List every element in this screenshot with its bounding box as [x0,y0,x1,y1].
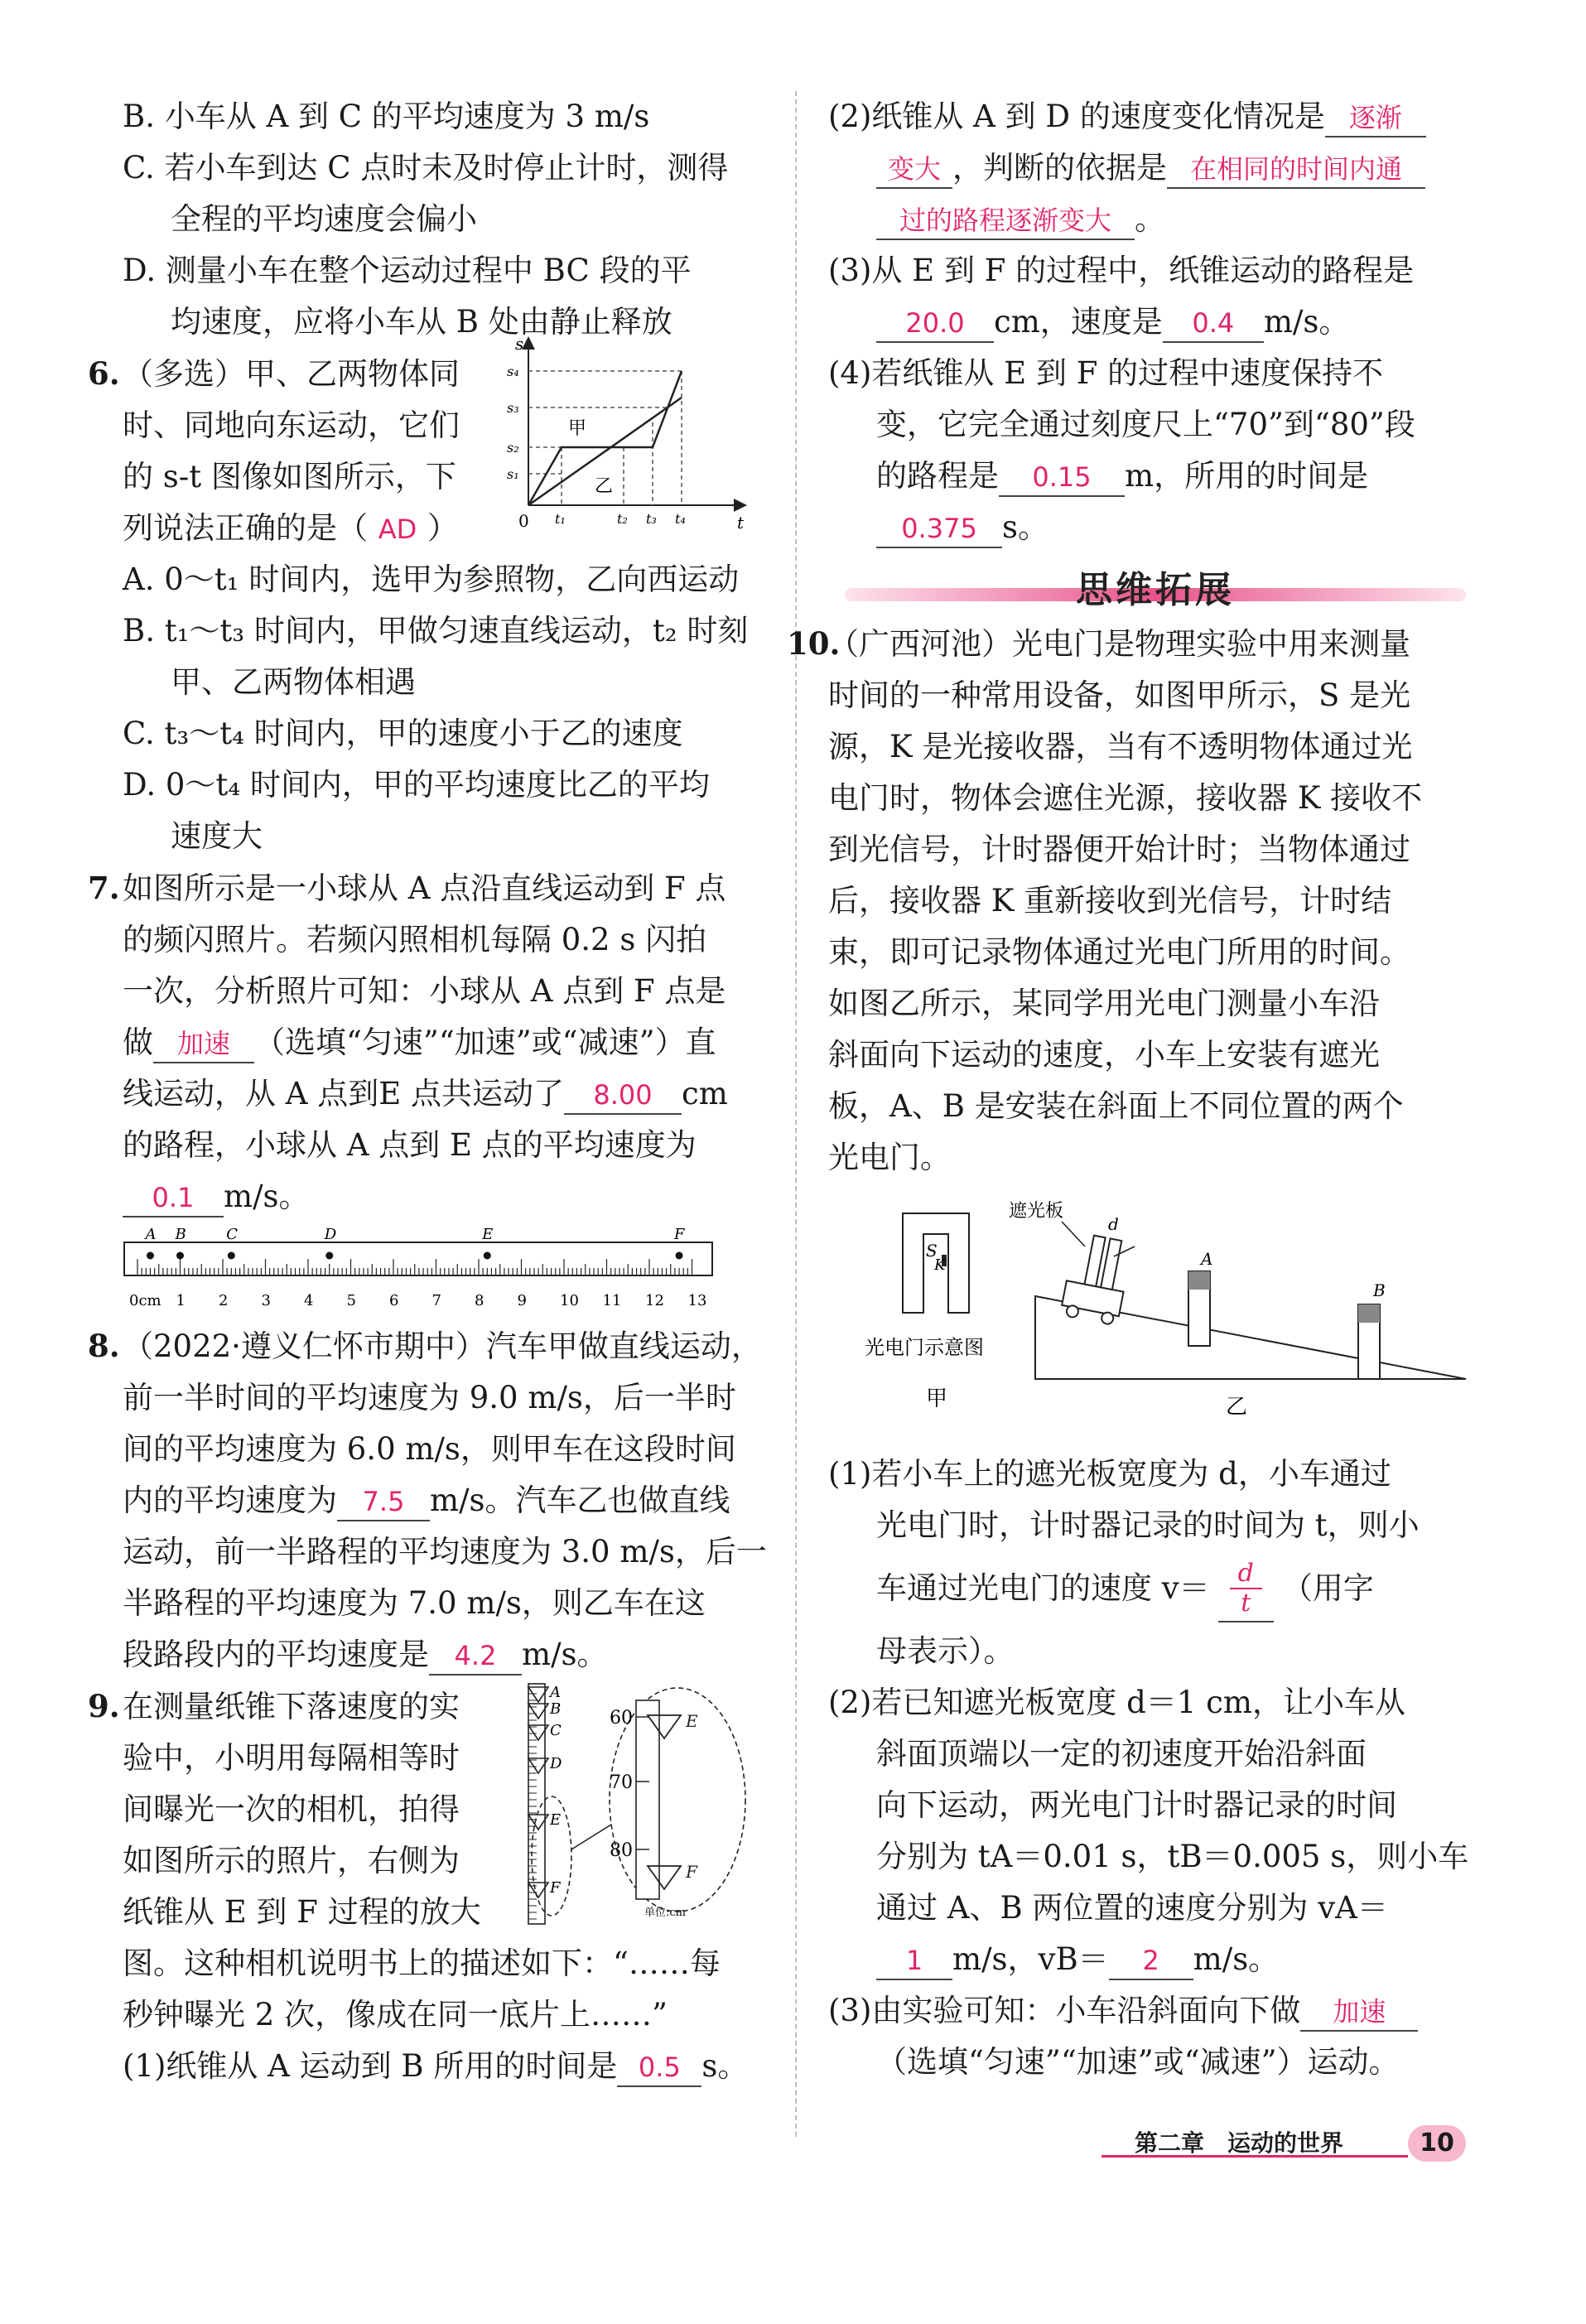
q9-sub2: (2)纸锥从 A 到 D 的速度变化情况是 [828,99,1325,134]
question-number: 9. [88,1688,120,1724]
q7-text-1: 如图所示是一小球从 A 点沿直线运动到 F 点 [123,870,726,906]
left-column [88,91,767,2092]
cone-point-label: F [550,1879,561,1897]
q5-option-d: D. 测量小车在整个运动过程中 BC 段的平 [123,253,692,288]
scale-label: 80 [610,1840,633,1861]
q8-text-6: 半路程的平均速度为 7.0 m/s，则乙车在这 [123,1585,706,1621]
cone-point-label: C [550,1722,562,1739]
tick-t4: t₄ [675,511,686,527]
q10-answer-2: 2 [1109,1942,1193,1980]
q9-sub4b: 变，它完全通过刻度尺上“70”到“80”段 [876,407,1415,442]
tick-s2: s₂ [507,440,519,456]
q9-answer-5: 0.4 [1163,305,1264,343]
q6-option-b: B. t₁～t₃ 时间内，甲做匀速直线运动，t₂ 时刻 [123,613,749,649]
q10-text-3: 源，K 是光接收器，当有不透明物体通过光 [828,729,1413,764]
scale-label: 70 [610,1772,633,1793]
page-number: 10 [1408,2125,1466,2162]
source-S: S [926,1241,938,1261]
q5-option-d-cont: 均速度，应将小车从 B 处由静止释放 [171,304,672,340]
q10-answer-1: 1 [876,1942,952,1980]
fig-yi-label: 乙 [1226,1395,1248,1420]
q9-sub2-basis: ，判断的依据是 [952,150,1167,186]
q9-answer-6: 0.15 [999,459,1125,497]
question-7 [88,862,760,1317]
q9-text-5: 纸锥从 E 到 F 过程的放大 [123,1894,481,1930]
question-9 [88,1680,760,2092]
cone-point-label: E [550,1811,562,1829]
yi-label: 乙 [595,476,614,497]
q9-sub2-end: 。 [1135,201,1165,237]
q8-text-7b: m/s。 [522,1637,608,1672]
q10-sub2g: m/s。 [1193,1941,1280,1977]
q10-sub2: (2)若已知遮光板宽度 d＝1 cm，让小车从 [828,1685,1405,1720]
q9-answer-1: 0.5 [617,2049,701,2087]
q9-answer-2a: 逐渐 [1325,99,1426,137]
q6-option-a: A. 0～t₁ 时间内，选甲为参照物，乙向西运动 [123,562,740,597]
q8-text-7: 段路段内的平均速度是 [123,1637,429,1672]
tick-s3: s₃ [507,400,519,416]
cone-point-label: B [550,1700,562,1718]
width-d: d [1108,1214,1119,1234]
page-footer [1102,2125,1466,2165]
q9-text-2: 验中，小明用每隔相等时 [123,1740,460,1776]
q10-answer-3: 加速 [1300,1994,1418,2032]
q8-text-1: （2022·遵义仁怀市期中）汽车甲做直线运动， [123,1328,762,1364]
fraction-numerator: d [1230,1560,1262,1589]
ball-position [228,1252,235,1260]
q9-sub3b: cm，速度是 [994,304,1163,340]
q6-option-b-cont: 甲、乙两物体相遇 [171,664,416,700]
ball-position [176,1252,184,1260]
fraction-denominator: t [1241,1588,1251,1618]
question-number: 8. [88,1328,120,1364]
ruler-label: 11 [602,1292,622,1309]
column-divider [795,91,797,2137]
ball-point-label: E [482,1226,494,1243]
ball-position [484,1252,491,1260]
ruler-label: 13 [687,1292,707,1309]
q10-sub1c: 车通过光电门的速度 v＝ [876,1570,1210,1606]
q7-text-6: 的路程，小球从 A 点到 E 点的平均速度为 [123,1127,697,1163]
q9-text-7: 秒钟曝光 2 次，像成在同一底片上……” [123,1997,668,2032]
ball-position [325,1252,333,1260]
q9-sub4d: m，所用的时间是 [1125,458,1369,494]
chapter-title: 第二章 运动的世界 [1135,2129,1344,2157]
shield-label: 遮光板 [1009,1201,1064,1222]
q7-text-4b: （选填“匀速”“加速”或“减速”）直 [254,1025,716,1060]
tick-s4: s₄ [507,364,519,379]
q10-sub2c: 向下运动，两光电门计时器记录的时间 [876,1787,1397,1823]
q8-text-4b: m/s。汽车乙也做直线 [430,1483,730,1518]
tick-s1: s₁ [507,466,519,482]
y-axis-label: s [515,334,524,354]
ruler-label: 0cm [129,1292,161,1309]
q10-text-5: 到光信号，计时器便开始计时；当物体通过 [828,832,1410,867]
q9-sub3c: m/s。 [1263,304,1350,340]
ruler-label: 6 [389,1292,399,1309]
q10-text-1: （广西河池）光电门是物理实验中用来测量 [828,626,1410,662]
ball-point-label: A [145,1226,157,1243]
q10-sub2f: m/s，vB＝ [952,1941,1109,1977]
st-graph [507,331,752,533]
question-number: 7. [88,870,120,906]
origin-label: 0 [518,511,529,531]
tick-t2: t₂ [617,511,628,527]
q8-answer-2: 4.2 [429,1637,522,1675]
q9-text-4: 如图所示的照片，右侧为 [123,1843,460,1878]
zoom-point-label: E [686,1711,698,1731]
question-6 [88,334,760,862]
ruler-label: 1 [176,1292,186,1309]
q10-sub1b: 光电门时，计时器记录的时间为 t，则小 [876,1507,1420,1543]
jia-label: 甲 [568,418,587,439]
q9-sub3: (3)从 E 到 F 的过程中，纸锥运动的路程是 [828,253,1415,288]
ruler-label: 9 [517,1292,527,1309]
q6-answer: AD [378,513,417,545]
q9-sub4e: s。 [1002,509,1048,545]
q10-sub1d: （用字 [1281,1570,1374,1606]
q9-text-3: 间曝光一次的相机，拍得 [123,1791,460,1827]
q10-sub3: (3)由实验可知：小车沿斜面向下做 [828,1993,1301,2028]
ball-position [147,1252,154,1260]
q9-answer-2b: 变大 [876,151,952,189]
q9-text-1: 在测量纸锥下落速度的实 [123,1689,460,1724]
q8-text-2: 前一半时间的平均速度为 9.0 m/s，后一半时 [123,1380,736,1415]
q6-paren-close: ） [427,510,458,546]
q6-text-4: 列说法正确的是（ [123,510,368,546]
q8-text-3: 间的平均速度为 6.0 m/s，则甲车在这段时间 [123,1431,736,1467]
q9-answer-4: 20.0 [876,305,994,343]
q7-text-5b: cm [682,1076,728,1111]
q10-answer-fraction [1218,1560,1274,1622]
receiver-K: K [934,1256,946,1274]
q8-text-5: 运动，前一半路程的平均速度为 3.0 m/s，后一 [123,1534,767,1569]
q6-option-d: D. 0～t₄ 时间内，甲的平均速度比乙的平均 [123,767,710,803]
q9-sub1-end: s。 [701,2048,749,2084]
ruler-label: 8 [475,1292,484,1309]
ruler-label: 5 [346,1292,356,1309]
q9-text-6: 图。这种相机说明书上的描述如下：“……每 [123,1946,721,1981]
ruler-label: 12 [645,1292,664,1309]
q10-sub3b: （选填“匀速”“加速”或“减速”）运动。 [876,2044,1400,2080]
gate-A: A [1201,1249,1213,1269]
q10-text-6: 后，接收器 K 重新接收到光信号，计时结 [828,883,1392,919]
ball-point-label: B [175,1226,186,1243]
ruler-label: 10 [560,1292,579,1309]
paper-cone-figure [512,1675,760,1932]
x-axis-label: t [737,513,745,533]
tick-t1: t₁ [555,511,566,527]
q7-answer-1: 加速 [153,1025,254,1063]
q6-text-3: 的 s-t 图像如图所示，下 [123,459,456,494]
tick-t3: t₃ [646,511,657,527]
q7-answer-2: 8.00 [564,1077,682,1115]
q7-answer-3: 0.1 [123,1179,224,1217]
ruler-label: 7 [431,1292,441,1309]
ruler-figure [123,1226,719,1317]
zoom-point-label: F [686,1862,697,1882]
jia-caption: 光电门示意图 [865,1336,984,1359]
scale-label: 60 [610,1708,633,1729]
q10-sub1: (1)若小车上的遮光板宽度为 d，小车通过 [828,1456,1391,1492]
q9-answer-7: 0.375 [876,510,1002,548]
q9-sub4: (4)若纸锥从 E 到 F 的过程中速度保持不 [828,355,1384,391]
q6-text-1: （多选）甲、乙两物体同 [123,356,460,392]
q10-text-7: 束，即可记录物体通过光电门所用的时间。 [828,934,1410,970]
q10-text-4: 电门时，物体会遮住光源，接收器 K 接收不 [828,780,1423,816]
cone-point-label: D [550,1755,562,1772]
ruler-label: 3 [261,1292,271,1309]
q5-option-c: C. 若小车到达 C 点时未及时停止计时，测得 [123,150,729,186]
q7-text-7b: m/s。 [224,1179,310,1214]
right-column [787,91,1482,2088]
q10-sub1e: 母表示）。 [876,1633,1015,1669]
photogate-figure [828,1189,1474,1445]
q9-answer-3a: 在相同的时间内通 [1167,151,1425,189]
unit-label: 单位:cm [644,1907,686,1919]
q5-option-b: B. 小车从 A 到 C 的平均速度为 3 m/s [123,99,650,134]
q9-answer-3b: 过的路程逐渐变大 [876,202,1135,240]
cone-point-label: A [550,1684,561,1701]
question-8 [88,1320,767,1680]
ball-point-label: F [674,1226,685,1243]
q10-text-2: 时间的一种常用设备，如图甲所示，S 是光 [828,677,1411,713]
q10-text-11: 光电门。 [828,1140,951,1175]
q7-text-2: 的频闪照片。若频闪照相机每隔 0.2 s 闪拍 [123,922,707,957]
q10-sub2d: 分别为 tA＝0.01 s，tB＝0.005 s，则小车 [876,1839,1469,1874]
q5-option-c-cont: 全程的平均速度会偏小 [171,201,477,237]
q6-option-d-cont: 速度大 [171,818,263,854]
fig-jia-label: 甲 [926,1386,948,1411]
q8-answer-1: 7.5 [337,1483,430,1521]
ball-position [676,1252,683,1260]
gate-B: B [1373,1280,1386,1300]
q10-sub2e: 通过 A、B 两位置的速度分别为 vA＝ [876,1890,1388,1926]
section-title-text: 思维拓展 [1076,569,1235,611]
ruler-label: 2 [219,1292,229,1309]
question-number: 10. [787,625,841,662]
ball-point-label: C [226,1226,239,1243]
ball-point-label: D [324,1226,337,1243]
q7-text-5: 线运动，从 A 点到E 点共运动了 [123,1076,565,1111]
q6-option-c: C. t₃～t₄ 时间内，甲的速度小于乙的速度 [123,716,683,751]
q6-text-2: 时、同地向东运动，它们 [123,407,460,443]
q7-text-3: 一次，分析照片可知：小球从 A 点到 F 点是 [123,973,726,1009]
q10-text-9: 斜面向下运动的速度，小车上安装有遮光 [828,1037,1380,1073]
q10-text-10: 板，A、B 是安装在斜面上不同位置的两个 [828,1088,1404,1124]
q9-sub4c: 的路程是 [876,458,999,494]
question-10 [787,618,1482,2088]
q10-sub2b: 斜面顶端以一定的初速度开始沿斜面 [876,1736,1367,1772]
question-number: 6. [88,355,120,392]
q8-text-4: 内的平均速度为 [123,1483,337,1518]
section-title [828,558,1482,616]
q7-text-4: 做 [123,1025,153,1060]
q10-text-8: 如图乙所示，某同学用光电门测量小车沿 [828,986,1380,1021]
q9-sub1: (1)纸锥从 A 运动到 B 所用的时间是 [123,2048,618,2084]
ruler-label: 4 [304,1292,314,1309]
